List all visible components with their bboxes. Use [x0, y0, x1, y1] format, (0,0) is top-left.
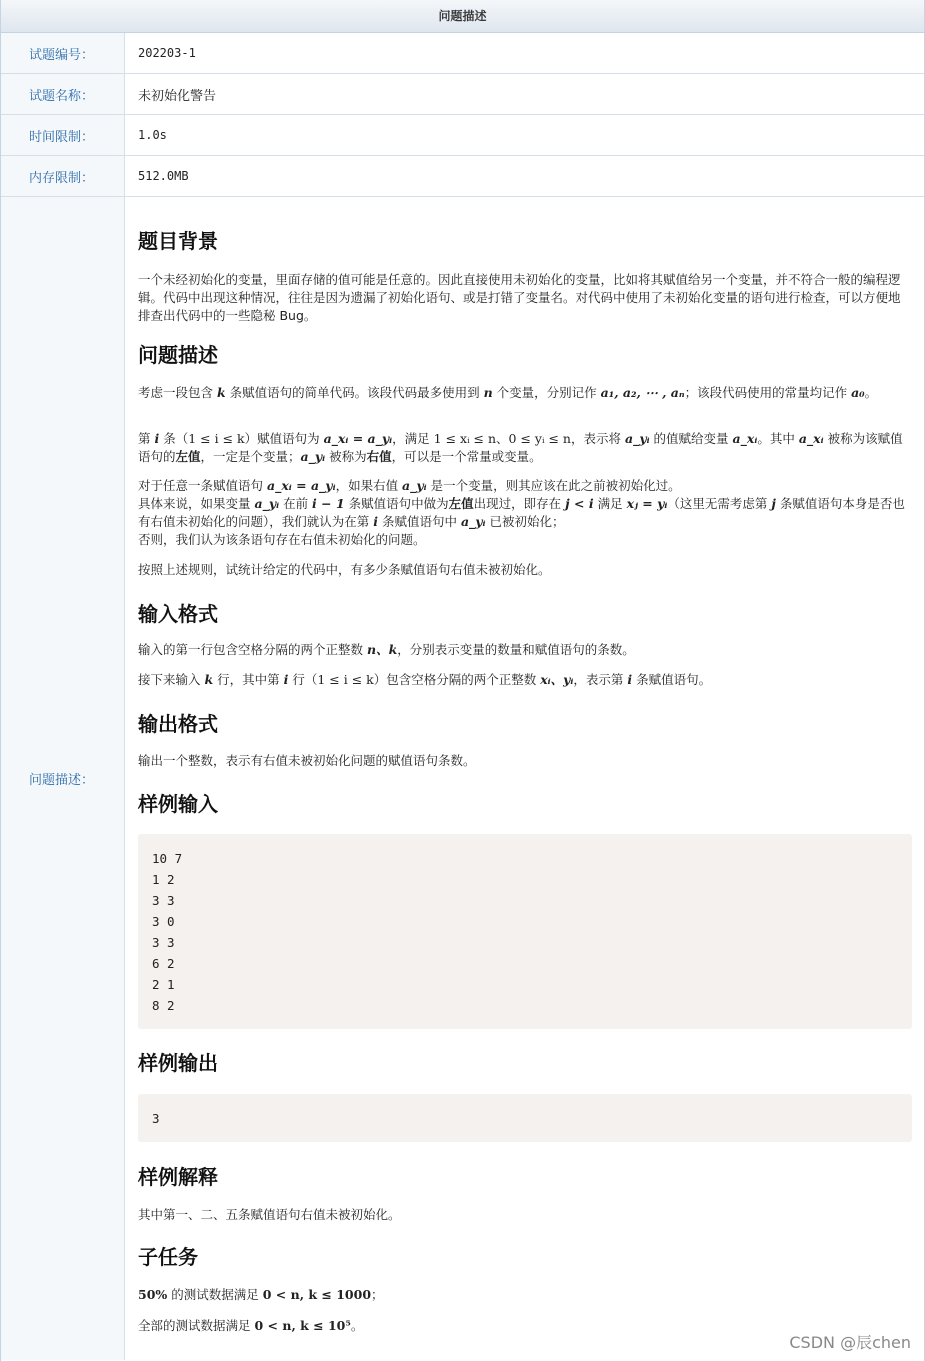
code-line: 1 2	[152, 872, 175, 887]
code-line: 3 3	[152, 935, 175, 950]
problem-paragraph-1: 考虑一段包含 k 条赋值语句的简单代码。该段代码最多使用到 n 个变量，分别记作 a₁, a₂, ⋯ , aₙ；该段代码使用的常量均记作 a₀。	[138, 385, 878, 400]
problem-paragraph-3: 对于任意一条赋值语句 a_xᵢ = a_yᵢ，如果右值 a_yᵢ 是一个变量，则其应该在此之前被初始化过。 具体来说，如果变量 a_yᵢ 在前 i − 1 条赋值语句中做为左值出现过，即存在 j < i 满足 xⱼ = yᵢ（这里无需考虑第 j 条赋值语句本身是否也有右值未初始化的问题），我们就认为在第 i 条赋值语句中 a_yᵢ 已被初始化； 否则，我们认为该条语句存在右值未初始化的问题。	[138, 478, 905, 547]
subtask-paragraph-2: 全部的测试数据满足 0 < n, k ≤ 10⁵。	[138, 1318, 364, 1333]
input-heading: 输入格式	[138, 602, 218, 626]
field-value: 1.0s	[138, 128, 167, 142]
code-line: 3 3	[152, 893, 175, 908]
code-line: 2 1	[152, 977, 175, 992]
sample-output-heading: 样例输出	[138, 1051, 218, 1075]
output-text: 输出一个整数，表示有右值未被初始化问题的赋值语句条数。	[138, 753, 476, 768]
output-heading: 输出格式	[138, 712, 218, 736]
field-value: 512.0MB	[138, 169, 189, 183]
problem-paragraph-4: 按照上述规则，试统计给定的代码中，有多少条赋值语句右值未被初始化。	[138, 562, 551, 577]
code-line: 3 0	[152, 914, 175, 929]
watermark: CSDN @辰chen	[789, 1333, 911, 1352]
sample-input-heading: 样例输入	[138, 792, 218, 816]
field-label: 试题名称：	[1, 74, 125, 114]
field-label: 时间限制：	[1, 115, 125, 155]
explain-text: 其中第一、二、五条赋值语句右值未被初始化。	[138, 1207, 401, 1222]
subtask-heading: 子任务	[138, 1245, 198, 1269]
sample-input-block	[138, 834, 912, 1029]
background-text: 一个未经初始化的变量，里面存储的值可能是任意的。因此直接使用未初始化的变量，比如将其赋值给另一个变量，并不符合一般的编程逻辑。代码中出现这种情况，往往是因为遗漏了初始化语句、或是打错了变量名。对代码中使用了未初始化变量的语句进行检查，可以方便地排查出代码中的一些隐秘 Bug。	[138, 272, 901, 323]
explain-heading: 样例解释	[138, 1165, 218, 1189]
description-label: 问题描述：	[1, 197, 125, 1360]
description-content	[125, 197, 924, 1360]
code-line: 10 7	[152, 851, 183, 866]
field-row-name	[1, 74, 924, 115]
field-row-id	[1, 33, 924, 74]
field-label: 内存限制：	[1, 156, 125, 196]
field-value: 未初始化警告	[138, 88, 217, 104]
problem-paragraph-2: 第 i 条（1 ≤ i ≤ k）赋值语句为 a_xᵢ = a_yᵢ，满足 1 ≤ xᵢ ≤ n、0 ≤ yᵢ ≤ n，表示将 a_yᵢ 的值赋给变量 a_xᵢ。其中 a_xᵢ 被称为该赋值语句的左值，一定是个变量；a_yᵢ 被称为右值，可以是一个常量或变量。	[138, 431, 903, 464]
code-line: 6 2	[152, 956, 175, 971]
field-label: 试题编号：	[1, 33, 125, 73]
description-row	[1, 197, 924, 1360]
code-line: 3	[152, 1111, 160, 1126]
input-paragraph-1: 输入的第一行包含空格分隔的两个正整数 n、k，分别表示变量的数量和赋值语句的条数。	[138, 642, 635, 657]
code-line: 8 2	[152, 998, 175, 1013]
field-value: 202203-1	[138, 46, 196, 60]
subtask-paragraph-1: 50% 的测试数据满足 0 < n, k ≤ 1000；	[138, 1287, 384, 1302]
problem-heading: 问题描述	[138, 343, 218, 367]
sample-output-block	[138, 1094, 912, 1142]
field-row-time	[1, 115, 924, 156]
panel-header: 问题描述	[1, 0, 924, 33]
input-paragraph-2: 接下来输入 k 行，其中第 i 行（1 ≤ i ≤ k）包含空格分隔的两个正整数 xᵢ、yᵢ，表示第 i 条赋值语句。	[138, 672, 712, 687]
background-heading: 题目背景	[138, 229, 218, 253]
field-row-memory	[1, 156, 924, 197]
